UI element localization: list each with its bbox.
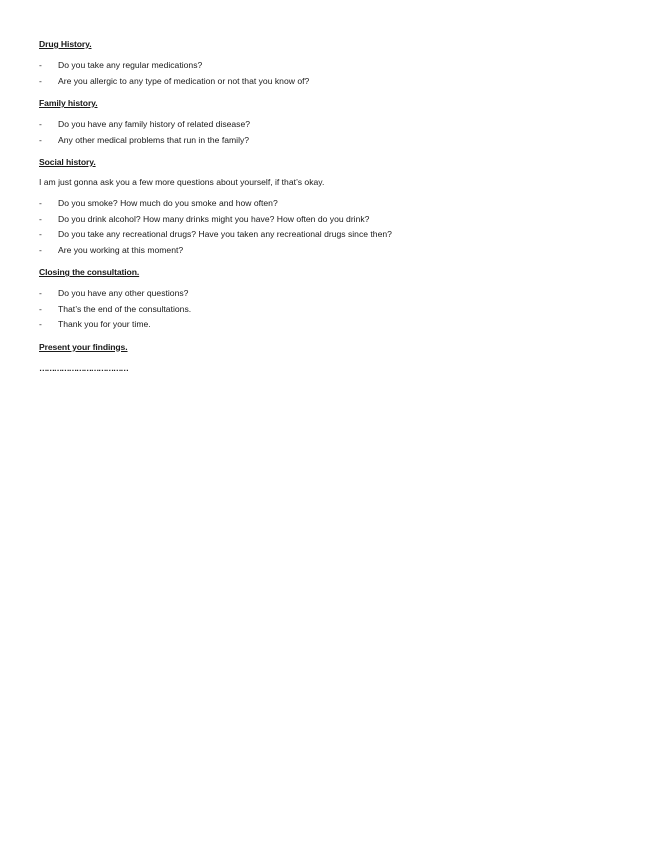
list-item <box>39 58 619 74</box>
bullet-list-social-history <box>39 196 619 258</box>
list-item-text: Do you take any recreational drugs? Have you taken any recreational drugs since then? <box>58 229 392 239</box>
bullet-dash: - <box>39 229 42 239</box>
social-history-intro: I am just gonna ask you a few more questions about yourself, if that’s okay. <box>39 177 325 187</box>
bullet-dash: - <box>39 244 42 255</box>
bullet-dash: - <box>39 319 42 329</box>
section-heading-closing-consultation: Closing the consultation. <box>39 267 140 277</box>
bullet-dash: - <box>39 119 42 129</box>
bullet-dash: - <box>39 134 42 145</box>
list-item <box>39 243 619 259</box>
bullet-dash: - <box>39 303 42 314</box>
list-item <box>39 317 619 333</box>
list-item-text: Do you have any family history of related disease? <box>58 119 251 129</box>
list-item-text: Any other medical problems that run in the family? <box>58 134 250 145</box>
trailing-dots: ……………………………… <box>39 362 128 373</box>
list-item-text: Are you working at this moment? <box>58 244 184 255</box>
bullet-dash: - <box>39 288 42 298</box>
list-item <box>39 212 619 228</box>
list-item-text: Are you allergic to any type of medication or not that you know of? <box>58 75 310 86</box>
section-heading-drug-history: Drug History. <box>39 39 92 49</box>
bullet-dash: - <box>39 75 42 86</box>
list-item <box>39 74 619 90</box>
list-item-text: Thank you for your time. <box>58 319 151 329</box>
section-heading-social-history: Social history. <box>39 157 96 167</box>
section-heading-present-findings: Present your findings. <box>39 341 128 352</box>
list-item <box>39 196 619 212</box>
list-item-text: Do you drink alcohol? How many drinks might you have? How often do you drink? <box>58 213 370 224</box>
list-item <box>39 302 619 318</box>
list-item-text: Do you take any regular medications? <box>58 60 203 70</box>
list-item-text: Do you smoke? How much do you smoke and how often? <box>58 198 278 208</box>
list-item <box>39 286 619 302</box>
bullet-list-closing-consultation <box>39 286 619 333</box>
list-item-text: That’s the end of the consultations. <box>58 303 192 314</box>
list-item <box>39 227 619 243</box>
bullet-list-drug-history <box>39 58 619 89</box>
bullet-dash: - <box>39 198 42 208</box>
document-content <box>39 38 619 373</box>
section-heading-family-history: Family history. <box>39 98 98 108</box>
list-item-text: Do you have any other questions? <box>58 288 189 298</box>
bullet-list-family-history <box>39 117 619 148</box>
bullet-dash: - <box>39 213 42 224</box>
list-item <box>39 133 619 149</box>
bullet-dash: - <box>39 60 42 70</box>
list-item <box>39 117 619 133</box>
